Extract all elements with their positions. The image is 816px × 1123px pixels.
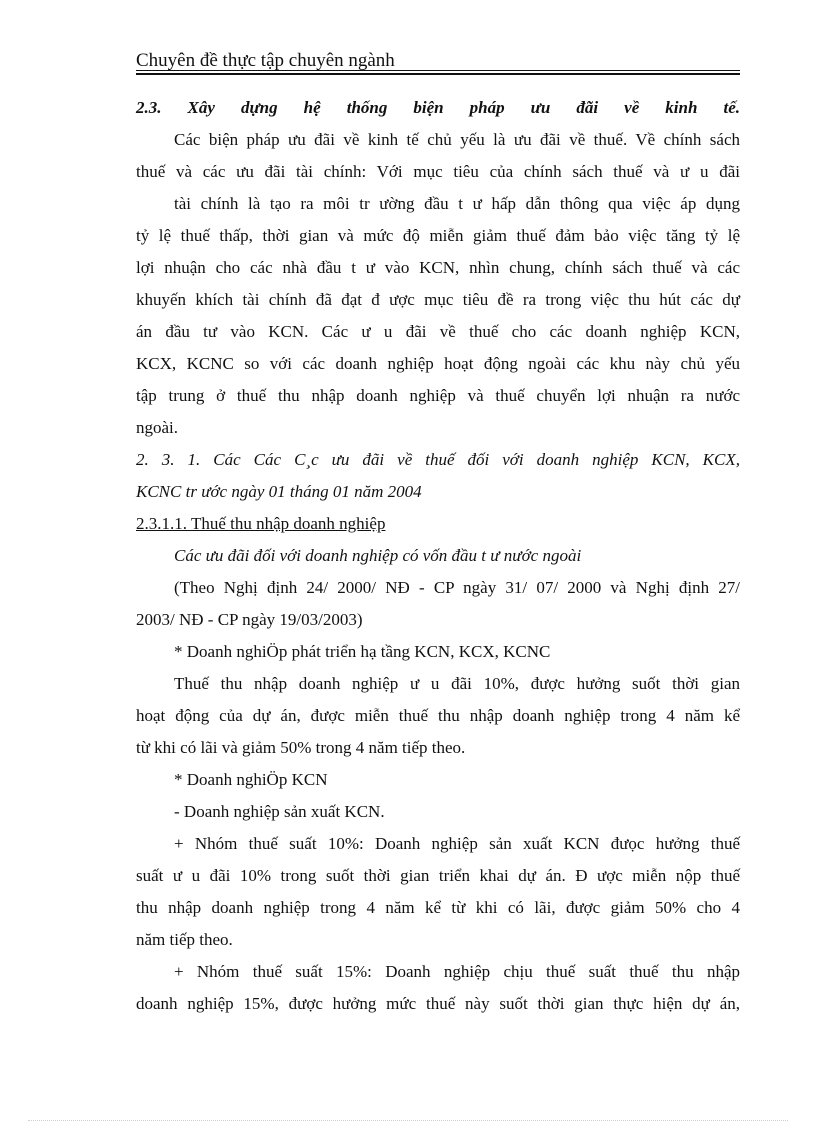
paragraph-line: án đầu tư vào KCN. Các ư u đãi về thuế cho các doanh nghiệp KCN,	[136, 322, 740, 341]
paragraph-line: từ khi có lãi và giảm 50% trong 4 năm tiếp theo.	[136, 738, 466, 757]
paragraph-line: thuế và các ưu đãi tài chính: Với mục tiêu của chính sách thuế và ư u đãi	[136, 162, 740, 181]
document-body	[136, 92, 740, 1020]
paragraph-line: Các biện pháp ưu đãi về kinh tế chủ yếu là ưu đãi về thuế. Về chính sách	[174, 130, 740, 149]
paragraph-line: lợi nhuận cho các nhà đầu t ư vào KCN, nhìn chung, chính sách thuế và các	[136, 258, 740, 277]
header-rule-thin	[136, 70, 740, 71]
paragraph-line: KCX, KCNC so với các doanh nghiệp hoạt động ngoài các khu này chủ yếu	[136, 354, 740, 373]
paragraph-line: năm tiếp theo.	[136, 930, 233, 949]
subsection-heading-2-3-1: 2. 3. 1. Các Các C¸c ưu đãi về thuế đối với doanh nghiệp KCN, KCX,	[136, 450, 740, 469]
paragraph-line: Thuế thu nhập doanh nghiệp ư u đãi 10%, được hưởng suốt thời gian	[174, 674, 740, 693]
paragraph-line: (Theo Nghị định 24/ 2000/ NĐ - CP ngày 31/ 07/ 2000 và Nghị định 27/	[174, 578, 740, 597]
list-item: - Doanh nghiệp sản xuất KCN.	[174, 802, 385, 821]
paragraph-line: tỷ lệ thuế thấp, thời gian và mức độ miễn giảm thuế đảm bảo việc tăng tỷ lệ	[136, 226, 740, 245]
page-header-title: Chuyên đề thực tập chuyên ngành	[136, 50, 395, 71]
subsection-heading-2-3-1-1: 2.3.1.1. Thuế thu nhập doanh nghiệp	[136, 514, 386, 533]
paragraph-line: thu nhập doanh nghiệp trong 4 năm kể từ khi có lãi, được giảm 50% cho 4	[136, 898, 740, 917]
paragraph-line: + Nhóm thuế suất 15%: Doanh nghiệp chịu thuế suất thuế thu nhập	[174, 962, 740, 981]
bullet-item: * Doanh nghiÖp phát triển hạ tầng KCN, KCX, KCNC	[174, 642, 551, 661]
header-rule-thick	[136, 73, 740, 75]
paragraph-line: tài chính là tạo ra môi tr ường đầu t ư hấp dẫn thông qua việc áp dụng	[174, 194, 740, 213]
paragraph-line: ngoài.	[136, 418, 179, 437]
paragraph-line: suất ư u đãi 10% trong suốt thời gian triển khai dự án. Đ ược miễn nộp thuế	[136, 866, 740, 885]
paragraph-line: 2003/ NĐ - CP ngày 19/03/2003)	[136, 610, 363, 629]
paragraph-line: khuyến khích tài chính đã đạt đ ược mục tiêu đề ra trong việc thu hút các dự	[136, 290, 740, 309]
bullet-item: * Doanh nghiÖp KCN	[174, 770, 328, 789]
page-bottom-divider	[28, 1120, 788, 1121]
paragraph-line: + Nhóm thuế suất 10%: Doanh nghiệp sản xuất KCN đưọc hưởng thuế	[174, 834, 740, 853]
subheading-fdi-incentives: Các ưu đãi đối với doanh nghiệp có vốn đầu t ư nước ngoài	[174, 546, 582, 565]
paragraph-line: hoạt động của dự án, được miễn thuế thu nhập doanh nghiệp trong 4 năm kể	[136, 706, 740, 725]
paragraph-line: doanh nghiệp 15%, được hưởng mức thuế này suốt thời gian thực hiện dự án,	[136, 994, 740, 1013]
subsection-heading-2-3-1-cont: KCNC tr ước ngày 01 tháng 01 năm 2004	[136, 482, 422, 501]
paragraph-line: tập trung ở thuế thu nhập doanh nghiệp và thuế chuyển lợi nhuận ra nước	[136, 386, 740, 405]
section-heading-2-3: 2.3. Xây dựng hệ thống biện pháp ưu đãi về kinh tế.	[136, 98, 740, 117]
